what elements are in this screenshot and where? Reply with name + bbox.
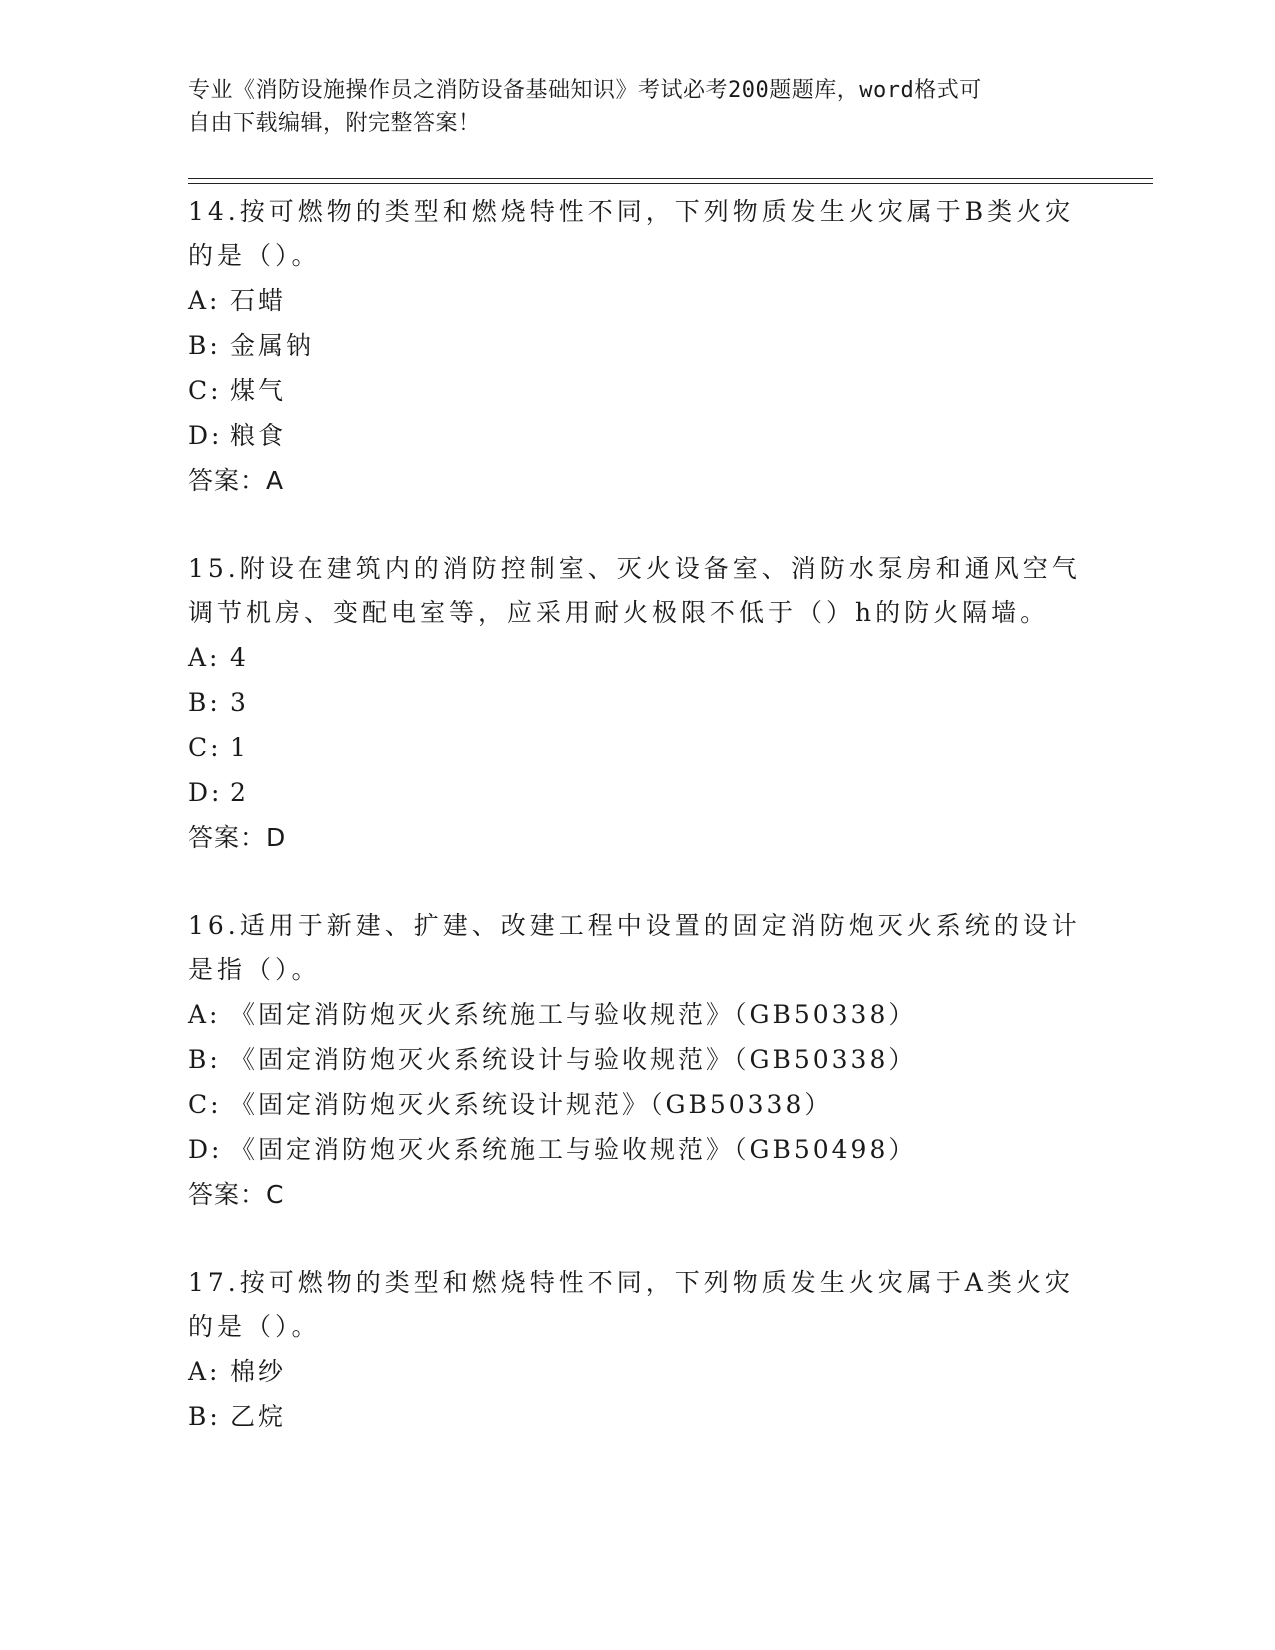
option-text: 1 [230,733,249,762]
option-text: 《固定消防炮灭火系统施工与验收规范》（GB50498） [230,1135,917,1164]
option-a [188,635,1088,680]
option-a [188,278,1088,323]
option-c [188,368,1088,413]
option-letter: C: [188,376,222,405]
option-b [188,1037,1088,1082]
option-letter: D: [188,1135,223,1164]
answer-text: 答案：C [188,1180,285,1209]
question-14 [188,190,1088,504]
option-b [188,1394,1088,1439]
option-text: 煤气 [230,376,287,405]
option-d [188,770,1088,815]
question-16 [188,904,1088,1218]
question-17 [188,1261,1088,1439]
header-line-2: 自由下载编辑，附完整答案！ [188,111,481,136]
option-letter: C: [188,733,222,762]
option-a [188,1349,1088,1394]
header-line-1: 专业《消防设施操作员之消防设备基础知识》考试必考200题题库，word格式可 [188,78,982,103]
question-stem: 14.按可燃物的类型和燃烧特性不同，下列物质发生火灾属于B类火灾的是（）。 [188,197,1075,270]
option-text: 4 [230,643,249,672]
header-divider-bottom [188,183,1153,184]
option-letter: C: [188,1090,222,1119]
option-text: 《固定消防炮灭火系统施工与验收规范》（GB50338） [230,1000,917,1029]
option-letter: B: [188,1045,221,1074]
document-header [188,74,1088,140]
question-15 [188,547,1088,861]
option-text: 《固定消防炮灭火系统设计规范》（GB50338） [230,1090,833,1119]
option-letter: B: [188,1402,221,1431]
option-text: 3 [230,688,249,717]
option-letter: B: [188,331,221,360]
question-stem: 15.附设在建筑内的消防控制室、灭火设备室、消防水泵房和通风空气调节机房、变配电室等，应采用耐火极限不低于（）h的防火隔墙。 [188,554,1081,627]
option-b [188,323,1088,368]
option-letter: D: [188,421,223,450]
option-letter: B: [188,688,221,717]
answer-text: 答案：A [188,466,285,495]
option-b [188,680,1088,725]
option-text: 《固定消防炮灭火系统设计与验收规范》（GB50338） [230,1045,917,1074]
option-c [188,725,1088,770]
option-text: 金属钠 [230,331,315,360]
option-d [188,413,1088,458]
option-letter: A: [188,1357,221,1386]
question-stem: 17.按可燃物的类型和燃烧特性不同，下列物质发生火灾属于A类火灾的是（）。 [188,1268,1074,1341]
option-text: 粮食 [230,421,287,450]
option-text: 石蜡 [230,286,287,315]
option-letter: A: [188,286,221,315]
option-text: 2 [230,778,249,807]
option-d [188,1127,1088,1172]
option-letter: A: [188,1000,221,1029]
option-text: 乙烷 [230,1402,287,1431]
question-stem: 16.适用于新建、扩建、改建工程中设置的固定消防炮灭火系统的设计是指（）。 [188,911,1081,984]
header-divider-top [188,178,1153,179]
question-list [188,190,1088,1482]
option-text: 棉纱 [230,1357,287,1386]
option-a [188,992,1088,1037]
option-c [188,1082,1088,1127]
option-letter: D: [188,778,223,807]
answer-text: 答案：D [188,823,287,852]
option-letter: A: [188,643,221,672]
